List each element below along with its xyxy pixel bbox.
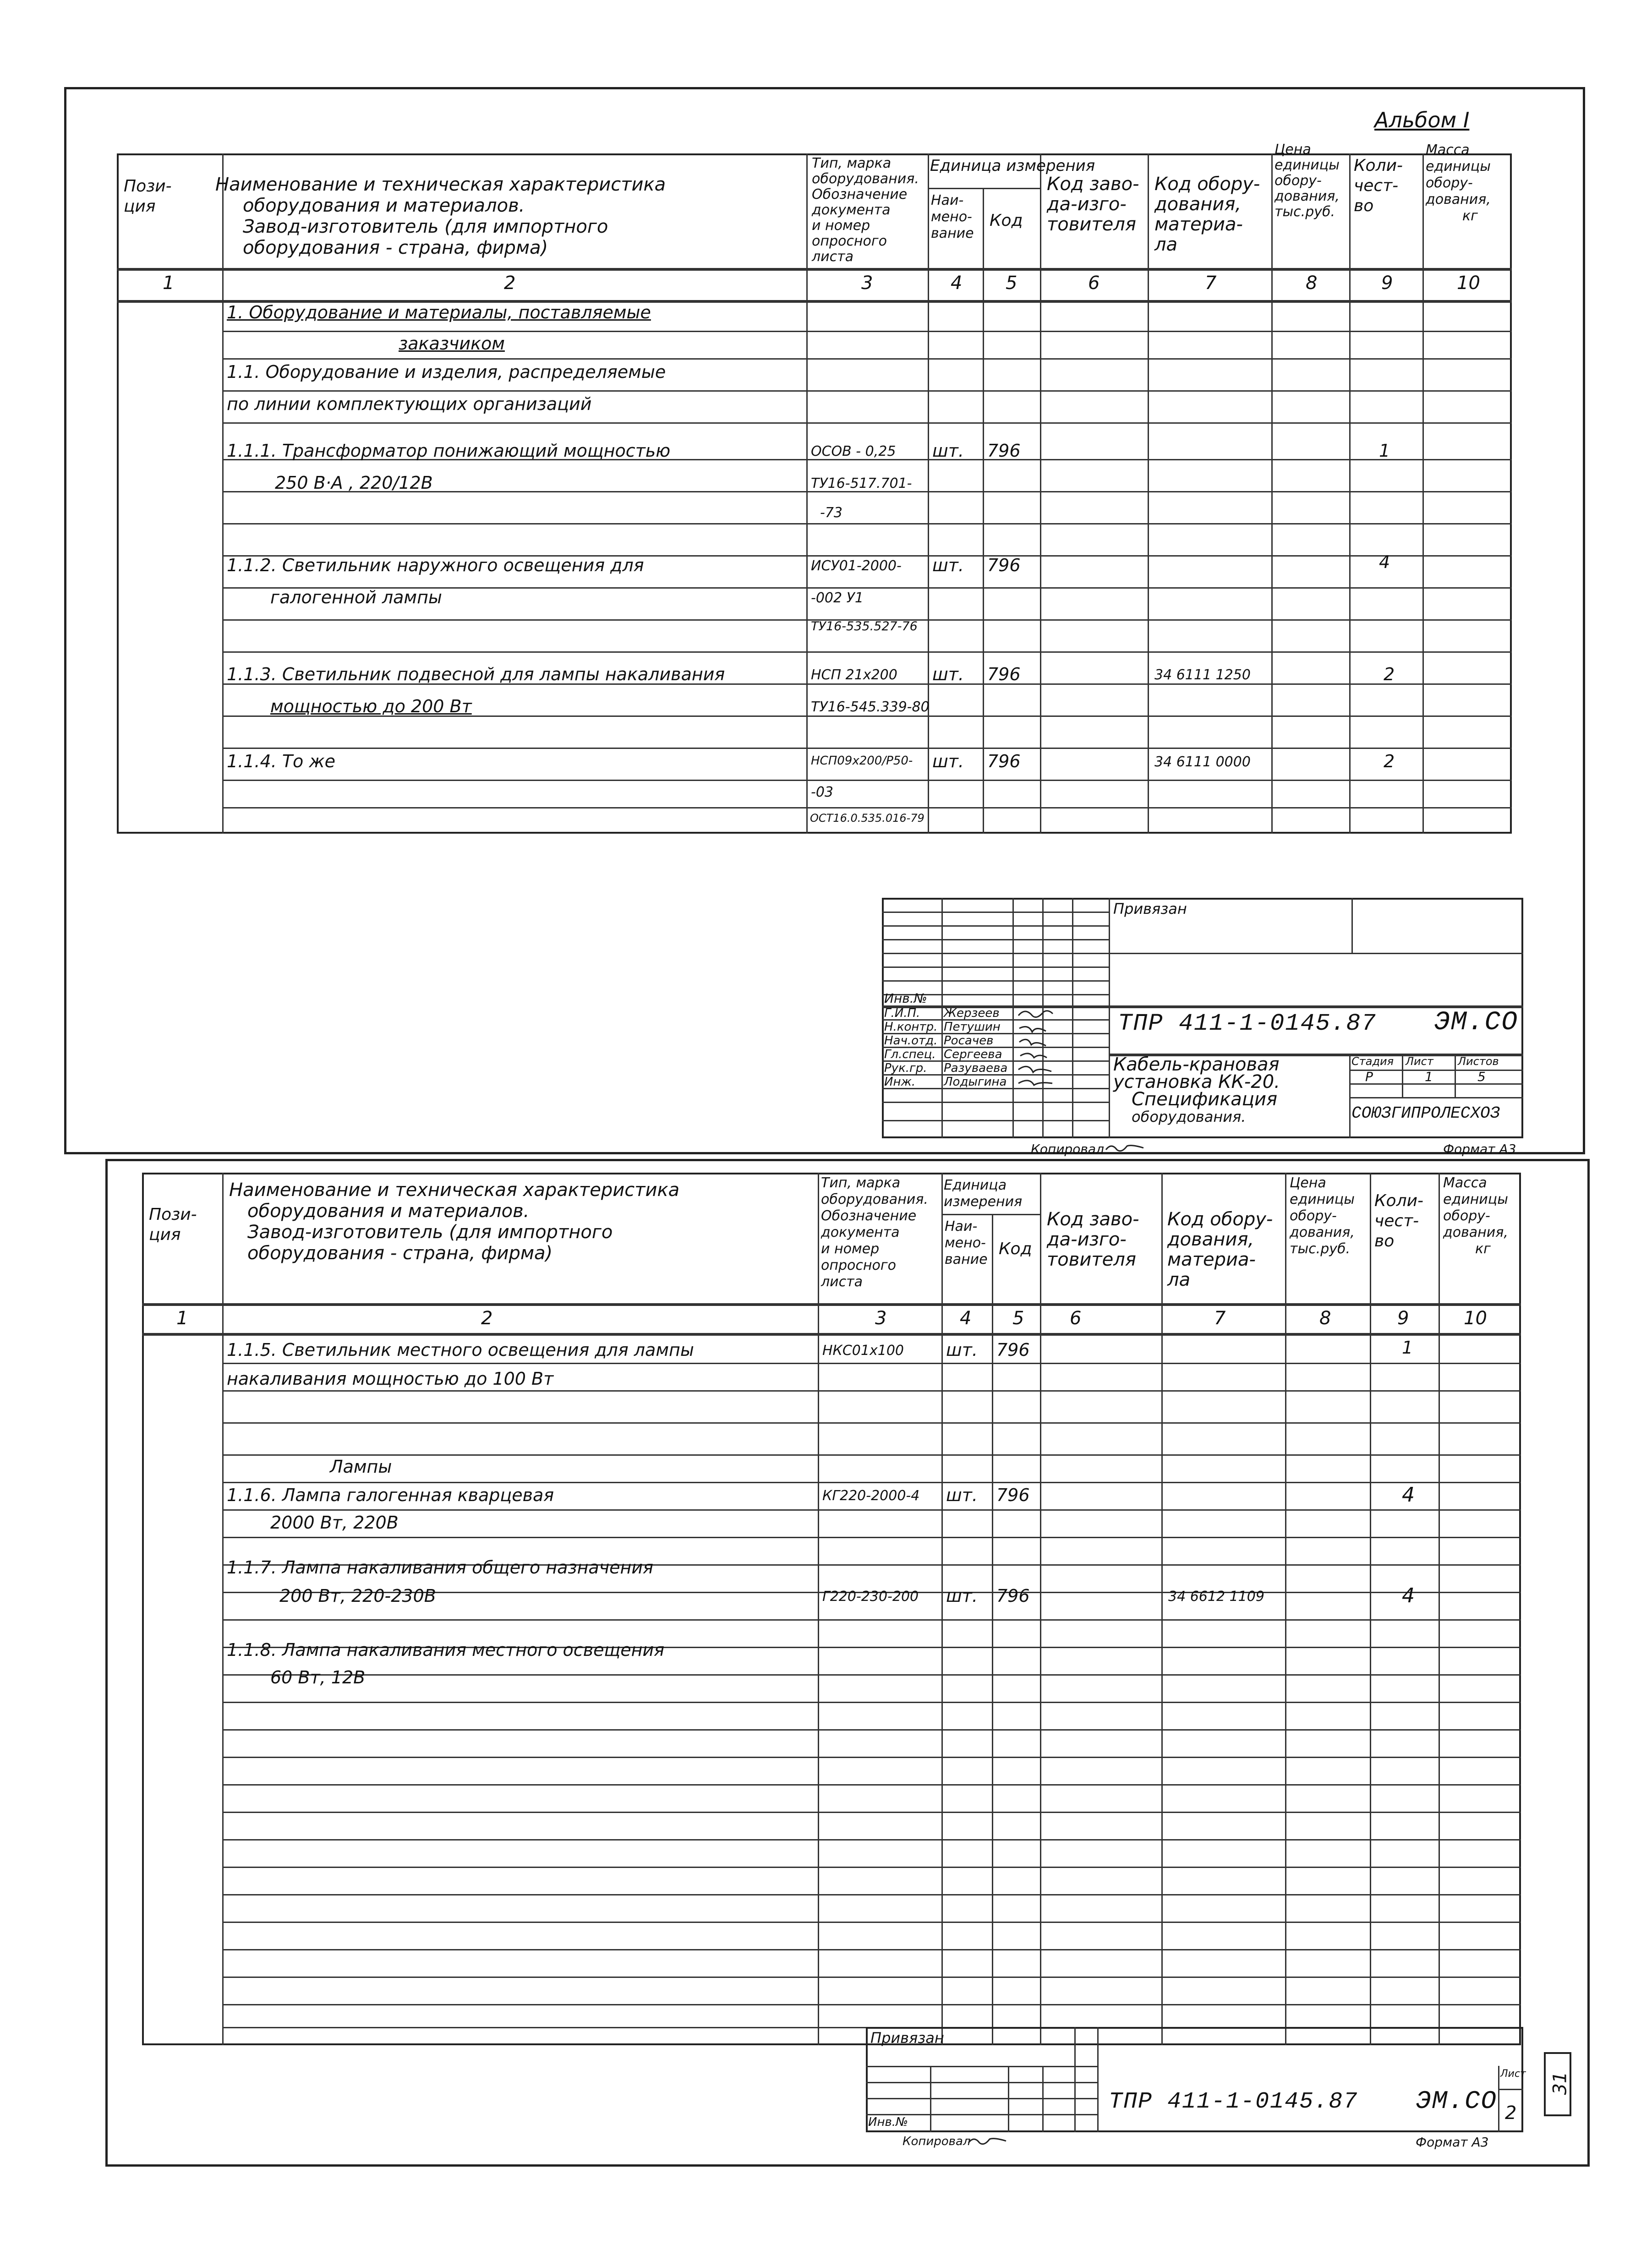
stage-value: Р (1365, 1069, 1373, 1084)
row-name: по линии комплектующих организаций (227, 394, 592, 414)
colnum-9-2: 9 (1397, 1308, 1409, 1329)
colnum-7-2: 7 (1214, 1308, 1226, 1329)
sheet-label-2: Лист (1500, 2068, 1526, 2080)
colnum-1: 1 (163, 273, 175, 294)
row-name: 1.1. Оборудование и изделия, распределяемые (227, 362, 666, 382)
row-name: мощностью до 200 Вт (270, 696, 472, 716)
row-type: НКС01х100 (822, 1343, 904, 1359)
row-code: 796 (996, 1485, 1030, 1505)
row-name: Лампы (330, 1457, 392, 1477)
row-matcode: 34 6111 1250 (1154, 667, 1251, 683)
row-name: накаливания мощностью до 100 Вт (227, 1369, 554, 1389)
role-nachotd: Нач.отд. (884, 1034, 938, 1048)
col10-header-2: Масса единицы обору- дования, кг (1443, 1175, 1508, 1257)
row-unit: шт. (932, 441, 964, 461)
copied-signature-1 (1104, 1140, 1145, 1155)
sheets-label: Листов (1458, 1055, 1499, 1068)
row-type: НСП 21х200 (811, 667, 897, 683)
col8-header-2: Цена единицы обору- дования, тыс.руб. (1290, 1175, 1355, 1257)
name-nachotd: Росачев (944, 1034, 994, 1048)
row-unit: шт. (932, 664, 964, 684)
colnum-10: 10 (1457, 273, 1480, 294)
row-code: 796 (987, 555, 1021, 575)
col45-header-2: Единица измерения (944, 1177, 1023, 1210)
row-code: 796 (996, 1586, 1030, 1606)
col1-header-2: Пози- ция (149, 1205, 197, 1244)
row-type: ТУ16-535.527-76 (811, 619, 918, 633)
copied-signature-2 (967, 2133, 1008, 2148)
col2-header: Наименование и техническая характеристика оборудования и материалов. Завод-изготовитель (для импортного оборудования - страна, фирма) (215, 174, 666, 258)
row-type: -03 (811, 784, 833, 800)
sheet-label: Лист (1406, 1055, 1433, 1068)
doc-code-1: ТПР 411-1-0145.87 (1118, 1010, 1377, 1037)
colnum-1-2: 1 (176, 1308, 188, 1329)
row-name: 1.1.1. Трансформатор понижающий мощностью (227, 441, 671, 461)
row-type: ИСУ01-2000- (811, 558, 902, 574)
row-name: 1.1.4. То же (227, 751, 335, 771)
col6-header-2: Код заво- да-изго- товителя (1047, 1209, 1139, 1270)
col1-header: Пози- ция (124, 177, 172, 216)
col4-header-2: Наи- мено- вание (945, 1218, 988, 1267)
row-type: -002 У1 (811, 590, 864, 606)
name-gip: Жерзеев (944, 1006, 1000, 1020)
row-name: 250 В·А , 220/12В (275, 473, 433, 493)
row-type: ОСТ16.0.535.016-79 (810, 812, 924, 825)
privyazan-label: Привязан (1113, 900, 1187, 917)
doc-code-2: ТПР 411-1-0145.87 (1109, 2089, 1358, 2115)
name-inzh: Лодыгина (944, 1075, 1007, 1089)
row-matcode: 34 6111 0000 (1154, 754, 1251, 770)
format-label-1: Формат А3 (1443, 1141, 1516, 1157)
row-type: Г220-230-200 (822, 1589, 919, 1605)
privyazan-label-2: Привязан (870, 2029, 944, 2047)
colnum-4: 4 (951, 273, 963, 294)
row-name: 1.1.5. Светильник местного освещения для лампы (227, 1340, 694, 1360)
row-type: -73 (820, 505, 842, 521)
copied-label-1: Копировал (1031, 1141, 1104, 1157)
col7-header: Код обору- дования, материа- ла (1154, 174, 1260, 255)
row-name: 1. Оборудование и материалы, поставляемые (227, 302, 651, 322)
row-type: НСП09х200/Р50- (811, 754, 913, 768)
row-name: галогенной лампы (270, 587, 442, 607)
row-name: 2000 Вт, 220В (270, 1513, 399, 1533)
row-qty: 4 (1402, 1483, 1415, 1507)
col7-header-2: Код обору- дования, материа- ла (1167, 1209, 1273, 1290)
col6-header: Код заво- да-изго- товителя (1047, 174, 1139, 235)
org-name: СОЮЗГИПРОЛЕСХОЗ (1351, 1104, 1500, 1123)
row-qty: 2 (1384, 751, 1395, 771)
row-code: 796 (987, 751, 1021, 771)
name-nkontr: Петушин (944, 1020, 1001, 1034)
row-type: ОСОВ - 0,25 (811, 443, 896, 459)
role-glspec: Гл.спец. (884, 1048, 936, 1061)
stage-label: Стадия (1351, 1055, 1394, 1068)
page-number: 31 (1549, 2071, 1571, 2095)
inv-label: Инв.№ (884, 991, 927, 1006)
role-gip: Г.И.П. (884, 1006, 920, 1020)
row-name: 1.1.3. Светильник подвесной для лампы накаливания (227, 664, 725, 684)
colnum-2: 2 (504, 273, 516, 294)
row-name: 1.1.8. Лампа накаливания местного освещения (227, 1640, 665, 1660)
album-label: Альбом I (1374, 108, 1470, 132)
colnum-6: 6 (1088, 273, 1100, 294)
row-matcode: 34 6612 1109 (1168, 1589, 1264, 1605)
colnum-8-2: 8 (1319, 1308, 1331, 1329)
colnum-5: 5 (1006, 273, 1017, 294)
doc-title-1: Кабель-крановая установка КК-20. Спецификация оборудования. (1113, 1054, 1280, 1125)
row-unit: шт. (932, 555, 964, 575)
name-glspec: Сергеева (944, 1048, 1002, 1061)
sheets-value: 5 (1477, 1069, 1486, 1084)
col9-header-2: Коли- чест- во (1374, 1191, 1423, 1251)
colnum-8: 8 (1306, 273, 1318, 294)
row-name: 1.1.2. Светильник наружного освещения для (227, 555, 644, 575)
col3-header: Тип, марка оборудования. Обозначение документа и номер опросного листа (812, 155, 919, 265)
name-rukgr: Разуваева (944, 1061, 1008, 1075)
row-unit: шт. (932, 751, 964, 771)
row-name: 1.1.6. Лампа галогенная кварцевая (227, 1485, 554, 1505)
row-type: ТУ16-545.339-80 (811, 699, 930, 715)
colnum-3: 3 (861, 273, 873, 294)
role-rukgr: Рук.гр. (884, 1061, 927, 1075)
role-nkontr: Н.контр. (884, 1020, 938, 1034)
copied-label-2: Копировал (903, 2135, 971, 2148)
row-unit: шт. (946, 1340, 978, 1360)
row-unit: шт. (946, 1485, 978, 1505)
row-code: 796 (996, 1340, 1030, 1360)
doc-suffix-2: ЭМ.СО (1416, 2086, 1498, 2116)
colnum-10-2: 10 (1464, 1308, 1487, 1329)
sheet-value-2: 2 (1505, 2103, 1517, 2124)
row-code: 796 (987, 441, 1021, 461)
col4-header: Наи- мено- вание (931, 192, 974, 241)
colnum-9: 9 (1381, 273, 1393, 294)
row-name: 1.1.7. Лампа накаливания общего назначения (227, 1557, 653, 1578)
col9-header: Коли- чест- во (1354, 156, 1403, 215)
col5-header: Код (990, 211, 1023, 230)
colnum-2-2: 2 (481, 1308, 493, 1329)
col8-header: Цена единицы обору- дования, тыс.руб. (1275, 142, 1340, 220)
row-type: ТУ16-517.701- (811, 475, 912, 492)
row-name: 200 Вт, 220-230В (279, 1586, 436, 1606)
row-name: заказчиком (399, 333, 505, 354)
row-unit: шт. (946, 1586, 978, 1606)
col2-header-2: Наименование и техническая характеристика оборудования и материалов. Завод-изготовитель (для импортного оборудования - страна, фирма) (229, 1180, 680, 1264)
row-code: 796 (987, 664, 1021, 684)
colnum-5-2: 5 (1012, 1308, 1024, 1329)
colnum-4-2: 4 (960, 1308, 972, 1329)
inv-label-2: Инв.№ (868, 2115, 908, 2129)
col5-header-2: Код (999, 1240, 1032, 1258)
sheet-value: 1 (1425, 1069, 1433, 1084)
role-inzh: Инж. (884, 1075, 916, 1089)
row-name: 60 Вт, 12В (270, 1667, 366, 1688)
signatures-1 (1015, 1005, 1070, 1102)
title-block-2 (866, 2027, 1523, 2132)
row-qty: 4 (1379, 552, 1390, 572)
row-type: КГ220-2000-4 (822, 1488, 920, 1504)
col45-header: Единица измерения (930, 157, 1095, 175)
row-qty: 4 (1402, 1584, 1415, 1607)
colnum-7: 7 (1205, 273, 1217, 294)
col3-header-2: Тип, марка оборудования. Обозначение документа и номер опросного листа (821, 1175, 928, 1290)
doc-suffix-1: ЭМ.СО (1434, 1008, 1519, 1038)
format-label-2: Формат А3 (1416, 2135, 1489, 2150)
col10-header: Масса единицы обору- дования, кг (1426, 142, 1491, 224)
row-qty: 1 (1402, 1338, 1413, 1358)
row-qty: 1 (1379, 441, 1390, 461)
colnum-6-2: 6 (1070, 1308, 1082, 1329)
colnum-3-2: 3 (875, 1308, 887, 1329)
row-qty: 2 (1384, 664, 1395, 684)
